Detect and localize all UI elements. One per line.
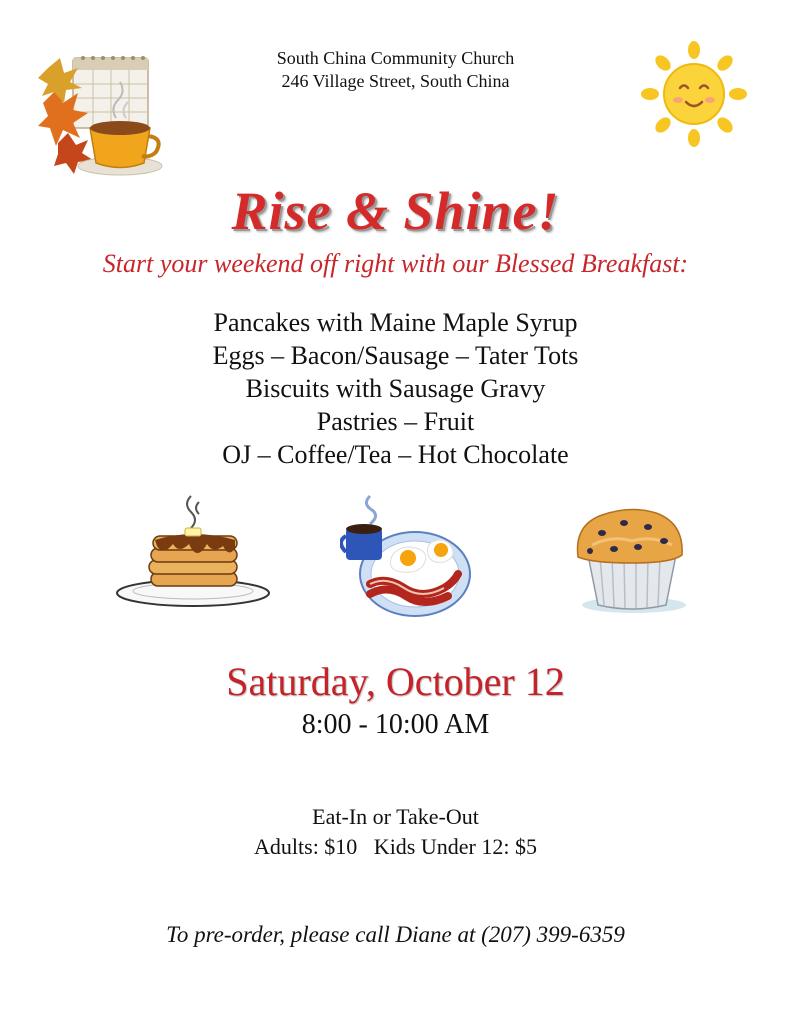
menu-item: Pastries – Fruit [316, 407, 475, 436]
preorder-note: To pre-order, please call Diane at (207) 399-6359 [166, 922, 625, 947]
menu-item: Biscuits with Sausage Gravy [245, 374, 546, 403]
menu-item: OJ – Coffee/Tea – Hot Chocolate [222, 440, 569, 469]
dining-options: Eat-In or Take-Out [312, 804, 479, 829]
menu-item: Pancakes with Maine Maple Syrup [213, 308, 578, 337]
church-name: South China Community Church [276, 48, 515, 68]
pancakes-icon [113, 488, 273, 613]
muffin-icon [572, 505, 690, 617]
menu-item: Eggs – Bacon/Sausage – Tater Tots [212, 341, 579, 370]
event-date: Saturday, October 12 [226, 659, 565, 704]
flyer-title: Rise & Shine! [231, 181, 560, 241]
eggs-bacon-coffee-icon [340, 492, 475, 622]
price-list: Adults: $10 Kids Under 12: $5 [254, 834, 537, 859]
church-address: 246 Village Street, South China [281, 71, 510, 91]
flyer-subtitle: Start your weekend off right with our Blessed Breakfast: [102, 249, 689, 278]
event-time: 8:00 - 10:00 AM [301, 709, 490, 740]
menu-list [0, 306, 791, 471]
